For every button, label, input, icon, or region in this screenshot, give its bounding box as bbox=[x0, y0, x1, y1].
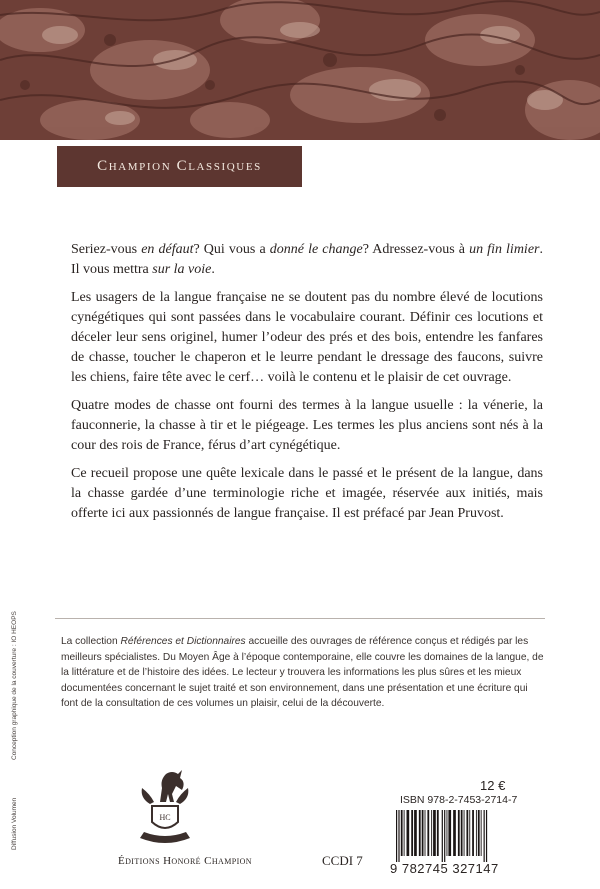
barcode-bar bbox=[398, 810, 399, 862]
price: 12 € bbox=[480, 778, 506, 793]
horse-crest-logo-icon bbox=[120, 760, 210, 850]
italic-run: un fin limier bbox=[469, 242, 540, 257]
text-run: Seriez-vous bbox=[71, 242, 142, 257]
text-run: ? Adressez-vous à bbox=[362, 242, 470, 257]
distribution-credit: Diffusion Volumen bbox=[11, 797, 18, 850]
svg-text:HC: HC bbox=[159, 813, 171, 822]
barcode-bar bbox=[478, 810, 480, 856]
blurb-paragraph bbox=[71, 396, 543, 456]
divider bbox=[55, 618, 545, 619]
barcode-icon bbox=[390, 810, 548, 865]
barcode-bar bbox=[419, 810, 421, 856]
barcode-bar bbox=[407, 810, 410, 856]
text-run: . bbox=[211, 262, 215, 277]
text-run: accueille des ouvrages de référence conçus et rédigés par les meilleurs spécialistes. Du Moyen Âge à l’époque contemporaine, elle couvre les domaines de la langue, de la littérature et de l’histoire des idées. Le lecteur y trouvera les informations les plus sûres et les mieux documentées concernant le sujet traité et son environnement, dans une présentation et une écriture qui font de la consultation de ces volumes un plaisir, celui de la découverte. bbox=[61, 636, 544, 709]
barcode-bar bbox=[458, 810, 460, 856]
barcode-digits: 9 782745 327147 bbox=[390, 861, 499, 876]
marbled-paper-pattern-icon bbox=[0, 0, 600, 140]
collection-description bbox=[61, 634, 545, 712]
barcode-bar bbox=[411, 810, 413, 856]
barcode-bar bbox=[433, 810, 436, 856]
text-run: Les usagers de la langue française ne se doutent pas du nombre élevé de locutions cynégétiques qui sont passées dans le vocabulaire courant. Définir ces locutions et déceler leur sens originel, humer l’odeur des prés et des bois, entendre les fanfares de chasse, toucher le chaperon et le leurre pendant le dressage des faucons, suivre les chiens, faire tête avec le cerf… voilà le contenu et le plaisir de cet ouvrage. bbox=[71, 290, 543, 385]
barcode-bar bbox=[469, 810, 470, 856]
back-cover-blurb bbox=[71, 240, 543, 532]
isbn: ISBN 978-2-7453-2714-7 bbox=[400, 794, 518, 806]
barcode-bar bbox=[476, 810, 477, 856]
italic-run: sur la voie bbox=[152, 262, 212, 277]
italic-run: donné le change bbox=[269, 242, 363, 257]
side-credits bbox=[11, 611, 25, 850]
barcode-bar bbox=[396, 810, 397, 862]
barcode-bar bbox=[461, 810, 463, 856]
barcode-bar bbox=[437, 810, 439, 856]
barcode-bar bbox=[404, 810, 405, 856]
text-run: La collection bbox=[61, 636, 121, 647]
barcode-bar bbox=[447, 810, 448, 856]
barcode-bar bbox=[484, 810, 485, 862]
cover-design-credit: Conception graphique de la couverture : IO HEOPS bbox=[11, 611, 18, 760]
italic-run: en défaut bbox=[141, 242, 194, 257]
barcode-bar bbox=[414, 810, 417, 856]
series-title-box bbox=[57, 146, 302, 187]
blurb-paragraph bbox=[71, 464, 543, 524]
barcode-bar bbox=[444, 810, 445, 862]
barcode-bar bbox=[401, 810, 403, 856]
blurb-paragraph bbox=[71, 288, 543, 388]
publisher-name: Éditions Honoré Champion bbox=[118, 855, 252, 867]
marbled-header-image bbox=[0, 0, 600, 140]
barcode-bar bbox=[486, 810, 487, 862]
barcode-bar bbox=[481, 810, 482, 856]
barcode-bar bbox=[472, 810, 474, 856]
text-run: Quatre modes de chasse ont fourni des termes à la langue usuelle : la vénerie, la fauconnerie, la chasse à tir et le piégeage. Les termes les plus anciens sont nés à la cour des rois de France, férus d’art cynégétique. bbox=[71, 398, 543, 453]
barcode-bar bbox=[466, 810, 468, 856]
barcode-bar bbox=[431, 810, 432, 856]
text-run: ? Qui vous a bbox=[193, 242, 270, 257]
barcode-bar bbox=[427, 810, 429, 856]
blurb-paragraph bbox=[71, 240, 543, 280]
barcode-bar bbox=[464, 810, 465, 856]
series-title: Champion Classiques bbox=[97, 158, 262, 174]
barcode-bar bbox=[422, 810, 424, 856]
series-code: CCDI 7 bbox=[322, 853, 363, 868]
barcode-bar bbox=[453, 810, 456, 856]
barcode-bar bbox=[442, 810, 443, 862]
text-run: Ce recueil propose une quête lexicale dans le passé et le présent de la langue, dans la chasse gardée d’une terminologie riche et imagée, réservée aux initiés, mais offerte ici aux passionnés de langue française. Il est préfacé par Jean Pruvost. bbox=[71, 466, 543, 521]
barcode-bar bbox=[425, 810, 426, 856]
text-run: . Il vous mettra bbox=[71, 242, 543, 277]
italic-run: Références et Dictionnaires bbox=[120, 636, 246, 647]
barcode-bar bbox=[448, 810, 451, 856]
